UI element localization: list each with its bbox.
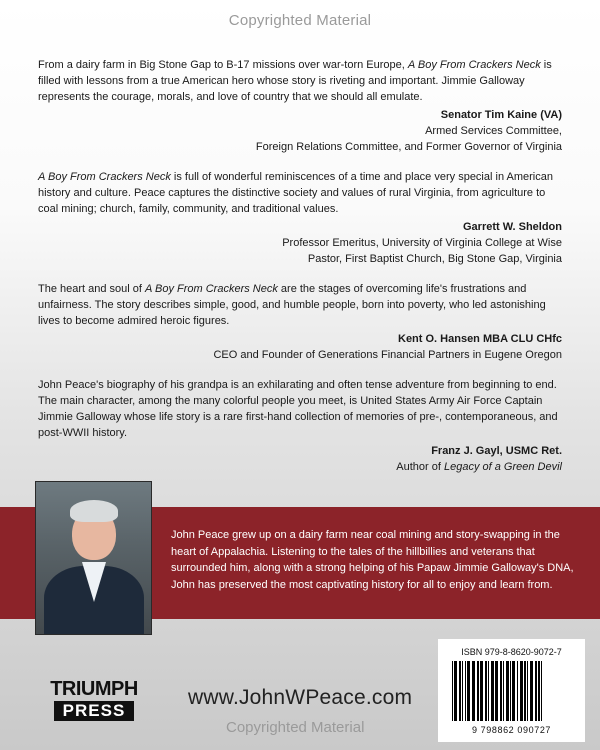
endorsement-attribution [38,331,562,363]
endorsement-hansen [38,281,562,363]
endorsement-attribution [38,107,562,155]
endorsement-text: The heart and soul of A Boy From Crackers Neck are the stages of overcoming life's frustrations and unfairness. The story describes simple, good, and humble people, born into poverty, who led astonishing lives to become admired heroic figures. [38,283,546,327]
endorser-name: Franz J. Gayl, USMC Ret. [431,445,562,457]
endorser-title: Foreign Relations Committee, and Former Governor of Virginia [255,141,562,153]
barcode-icon [450,661,574,721]
endorser-title: CEO and Founder of Generations Financial Partners in Eugene Oregon [213,349,562,361]
endorser-name: Kent O. Hansen MBA CLU CHfc [398,333,562,345]
endorsement-gayl [38,377,562,475]
endorser-title: Armed Services Committee, [425,125,562,137]
endorsement-kaine [38,57,562,155]
author-bio: John Peace grew up on a dairy farm near coal mining and story-swapping in the heart of Appalachia. Listening to the tales of the hillbillies and veterans that surrounded him, along with a strong helping of his Papaw Jimmie Galloway's DNA, John has preserved the most captivating history for all to enjoy and learn from. [171,529,574,591]
watermark-top: Copyrighted Material [228,12,372,29]
endorser-title: Pastor, First Baptist Church, Big Stone Gap, Virginia [307,253,562,265]
publisher-logo-bottom: PRESS [54,701,134,721]
endorser-name: Garrett W. Sheldon [462,221,562,233]
endorsement-text: From a dairy farm in Big Stone Gap to B-17 missions over war-torn Europe, A Boy From Crackers Neck is filled with lessons from a true American hero whose story is riveting and important. Jimmie Galloway represents the courage, morals, and love of country that we should all emulate. [38,59,552,103]
endorsement-attribution [38,443,562,475]
barcode-number: 9 798862 090727 [471,725,552,735]
author-photo [35,481,152,635]
publisher-logo-top: TRIUMPH [50,678,138,700]
isbn-barcode-box [438,639,585,742]
endorsements [38,57,562,489]
watermark-bottom: Copyrighted Material [226,719,365,736]
endorser-title: Professor Emeritus, University of Virginia College at Wise [282,237,562,249]
isbn-label: ISBN 979-8-8620-9072-7 [461,647,562,657]
photo-hair [70,500,118,522]
endorsement-attribution [38,219,562,267]
endorsement-text: A Boy From Crackers Neck is full of wonderful reminiscences of a time and place very special in American history and culture. Peace captures the distinctive society and values of rural Virginia, from agriculture to coal mining; church, family, community, and traditional values. [38,171,553,215]
endorsement-sheldon [38,169,562,267]
publisher-logo [46,679,142,735]
endorsement-text: John Peace's biography of his grandpa is an exhilarating and often tense adventure from beginning to end. The main character, among the many colorful people you meet, is United States Army Air Force Captain Jimmie Galloway whose life story is a rare first-hand collection of memories of pre-, contemporaneous, and post-WWII history. [38,379,558,439]
author-website: www.JohnWPeace.com [188,686,413,709]
endorser-name: Senator Tim Kaine (VA) [440,109,562,121]
endorser-title: Author of Legacy of a Green Devil [396,461,562,473]
